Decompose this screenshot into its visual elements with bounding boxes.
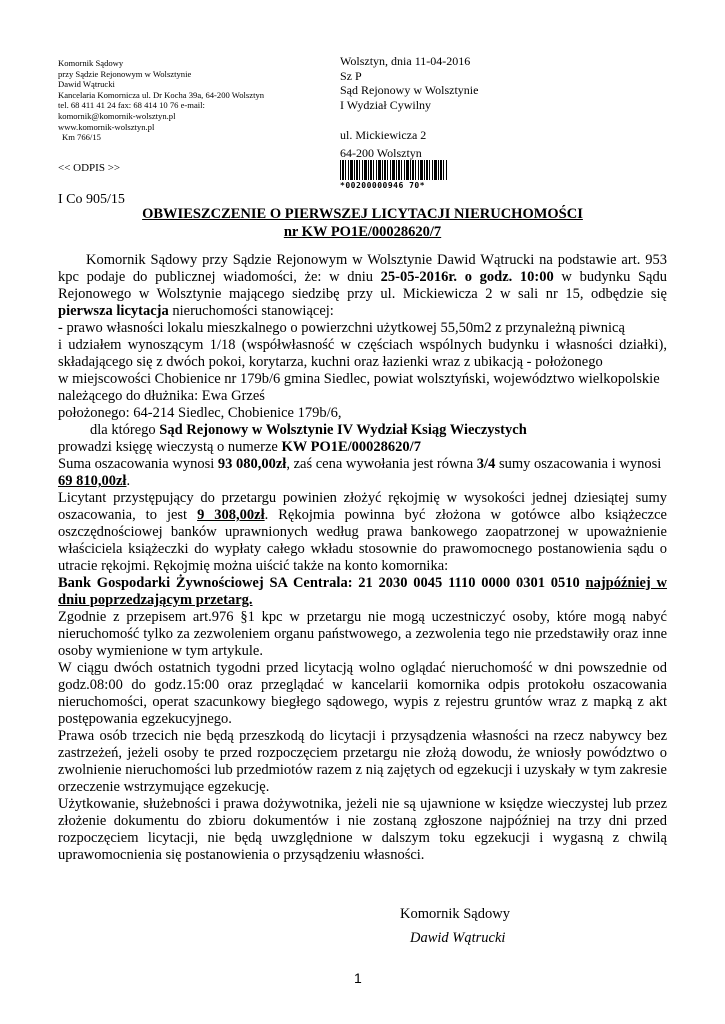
kw-line (58, 439, 667, 456)
text: Suma oszacowania wynosi (58, 456, 218, 472)
page-number: 1 (354, 970, 362, 986)
paragraph-announcement (58, 252, 667, 320)
paragraph-easements: Użytkowanie, służebności i prawa dożywotnika, jeżeli nie są ujawnione w księdze wieczystej lub przez złożenie dokumentu do zbioru dokumentów i nie zostaną zgłoszone najpóźniej na trzy dni przed rozpoczęciem licytacji, nie będą uwzględnione w dalszym toku egzekucji i wygasną z chwilą uprawomocnienia się postanowienia o przysądzeniu własności. (58, 796, 667, 863)
document-subtitle: nr KW PO1E/00028620/7 (283, 224, 442, 240)
recipient-line: Sąd Rejonowy w Wolsztynie (340, 83, 479, 97)
text: Komornik Sądowy przy Sądzie Rejonowym w Wolsztynie Dawid Wątrucki na podstawie art. 953 kpc podaje do publicznej wiadomości, że: w dniu (58, 252, 667, 285)
barcode-text: *00200000946 70* (340, 181, 426, 190)
paragraph-inspection: W ciągu dwóch ostatnich tygodni przed licytacją wolno oglądać nieruchomość w dni powszednie od godz.08:00 do godz.15:00 oraz przeglądać w kancelarii komornika odpis protokołu oszacowania nieruchomości, operat szacunkowy biegłego sądowego, wypis z rejestru gruntów wraz z mapką z akt postępowania egzekucyjnego. (58, 660, 667, 727)
bailiff-header (58, 58, 308, 143)
property-address: położonego: 64-214 Siedlec, Chobienice 179b/6, (58, 405, 342, 421)
text: dla którego (90, 422, 160, 438)
text: w budynku Sądu Rejonowego w Wolsztynie mającego siedzibę przy ul. Mickiewicza 2 w sali nr 15, odbędzie się (58, 269, 667, 302)
recipient-line: I Wydział Cywilny (340, 97, 432, 112)
estimated-value: 93 080,00zł (217, 456, 287, 472)
place-date: Wolsztyn, dnia 11-04-2016 (340, 54, 471, 68)
text: , zaś cena wywołania jest równa (286, 456, 477, 472)
header-line: Kancelaria Komornicza ul. Dr Kocha 39a, 64-200 Wolsztyn (58, 89, 265, 100)
bank-account: Bank Gospodarki Żywnościowej SA Centrala: 21 2030 0045 1110 0000 0301 0510 (58, 575, 586, 591)
case-number: Km 766/15 (62, 132, 101, 143)
kw-number: KW PO1E/00028620/7 (281, 439, 421, 455)
barcode-bars (340, 160, 448, 180)
signature-block (400, 902, 510, 950)
debtor-line: należącego do dłużnika: Ewa Grześ (58, 388, 265, 404)
price-ratio: 3/4 (476, 456, 496, 472)
court-line (58, 422, 667, 439)
copy-marker: << ODPIS >> (58, 162, 121, 174)
barcode (340, 160, 448, 190)
case-signature: I Co 905/15 (58, 192, 125, 207)
land-register-court: Sąd Rejonowy w Wolsztynie IV Wydział Ksiąg Wieczystych (159, 422, 527, 438)
property-description: i udziałem wynoszącym 1/18 (współwłasność w częściach wspólnych budynku i własności działki), składającego się z dwóch pokoi, korytarza, kuchni oraz łazienki wraz z ubikacją - położonego (58, 337, 667, 370)
text: . (126, 473, 131, 489)
header-line: komornik@komornik-wolsztyn.pl (58, 110, 176, 121)
address-line: 64-200 Wolsztyn (340, 145, 422, 160)
paragraph-deposit (58, 490, 667, 609)
deposit-amount: 9 308,00zł (197, 507, 265, 523)
header-line: przy Sądzie Rejonowym w Wolsztynie (58, 68, 192, 79)
header-line: www.komornik-wolsztyn.pl (58, 121, 155, 132)
signer-name: Dawid Wątrucki (410, 930, 506, 946)
recipient-line: Sz P (340, 68, 362, 83)
text: prowadzi księgę wieczystą o numerze (58, 439, 282, 455)
text: . Rękojmia powinna być złożona w gotówce albo książeczce oszczędnościowej banków uprawnionych według prawa bankowego zaopatrzonej w upoważnienie właściciela książeczki do wypłaty całego wkładu stosownie do prawomocnego postanowienia sądu o utracie rękojmi. Rękojmię można uiścić także na konto komornika: (58, 507, 667, 574)
text: Licytant przystępujący do przetargu powinien złożyć rękojmię w wysokości jednej dziesiątej sumy oszacowania, to jest (58, 490, 667, 523)
header-line: Komornik Sądowy (58, 58, 124, 68)
text: nieruchomości stanowiącej: (168, 303, 334, 319)
recipient-block (340, 54, 560, 160)
paragraph-eligibility: Zgodnie z przepisem art.976 §1 kpc w przetargu nie mogą uczestniczyć osoby, które mogą nabyć nieruchomość tylko za zezwoleniem organu państwowego, a zezwolenia tego nie przedstawiły oraz inne osoby wymienione w tym artykule. (58, 609, 667, 659)
deposit-deadline: najpóźniej w dniu poprzedzającym przetarg. (58, 575, 667, 608)
document-title: OBWIESZCZENIE O PIERWSZEJ LICYTACJI NIERUCHOMOŚCI (142, 206, 583, 222)
property-line: - prawo własności lokalu mieszkalnego o powierzchni użytkowej 55,50m2 z przynależną piwnicą (58, 320, 625, 336)
signer-role: Komornik Sądowy (400, 906, 510, 922)
header-line: tel. 68 411 41 24 fax: 68 414 10 76 e-mail: (58, 100, 205, 111)
call-price: 69 810,00zł (58, 473, 127, 489)
property-location: w miejscowości Chobienice nr 179b/6 gmina Siedlec, powiat wolsztyński, województwo wielkopolskie (58, 371, 660, 387)
header-line: Dawid Wątrucki (58, 79, 115, 90)
address-line: ul. Mickiewicza 2 (340, 128, 427, 142)
auction-date: 25-05-2016r. o godz. 10:00 (380, 269, 554, 285)
valuation-line (58, 456, 667, 473)
text: sumy oszacowania i wynosi (495, 456, 662, 472)
paragraph-third-party: Prawa osób trzecich nie będą przeszkodą do licytacji i przysądzenia własności na rzecz nabywcy bez zastrzeżeń, jeżeli osoby te przed rozpoczęciem przetargu nie złożą dowodu, że wniosły powództwo o zwolnienie nieruchomości lub przedmiotów razem z nią zajętych od egzekucji i uzyskały w tym zakresie orzeczenie wstrzymujące egzekucję. (58, 728, 667, 795)
document-body (58, 252, 667, 864)
call-price-line (58, 473, 667, 490)
auction-type: pierwsza licytacja (58, 303, 169, 319)
